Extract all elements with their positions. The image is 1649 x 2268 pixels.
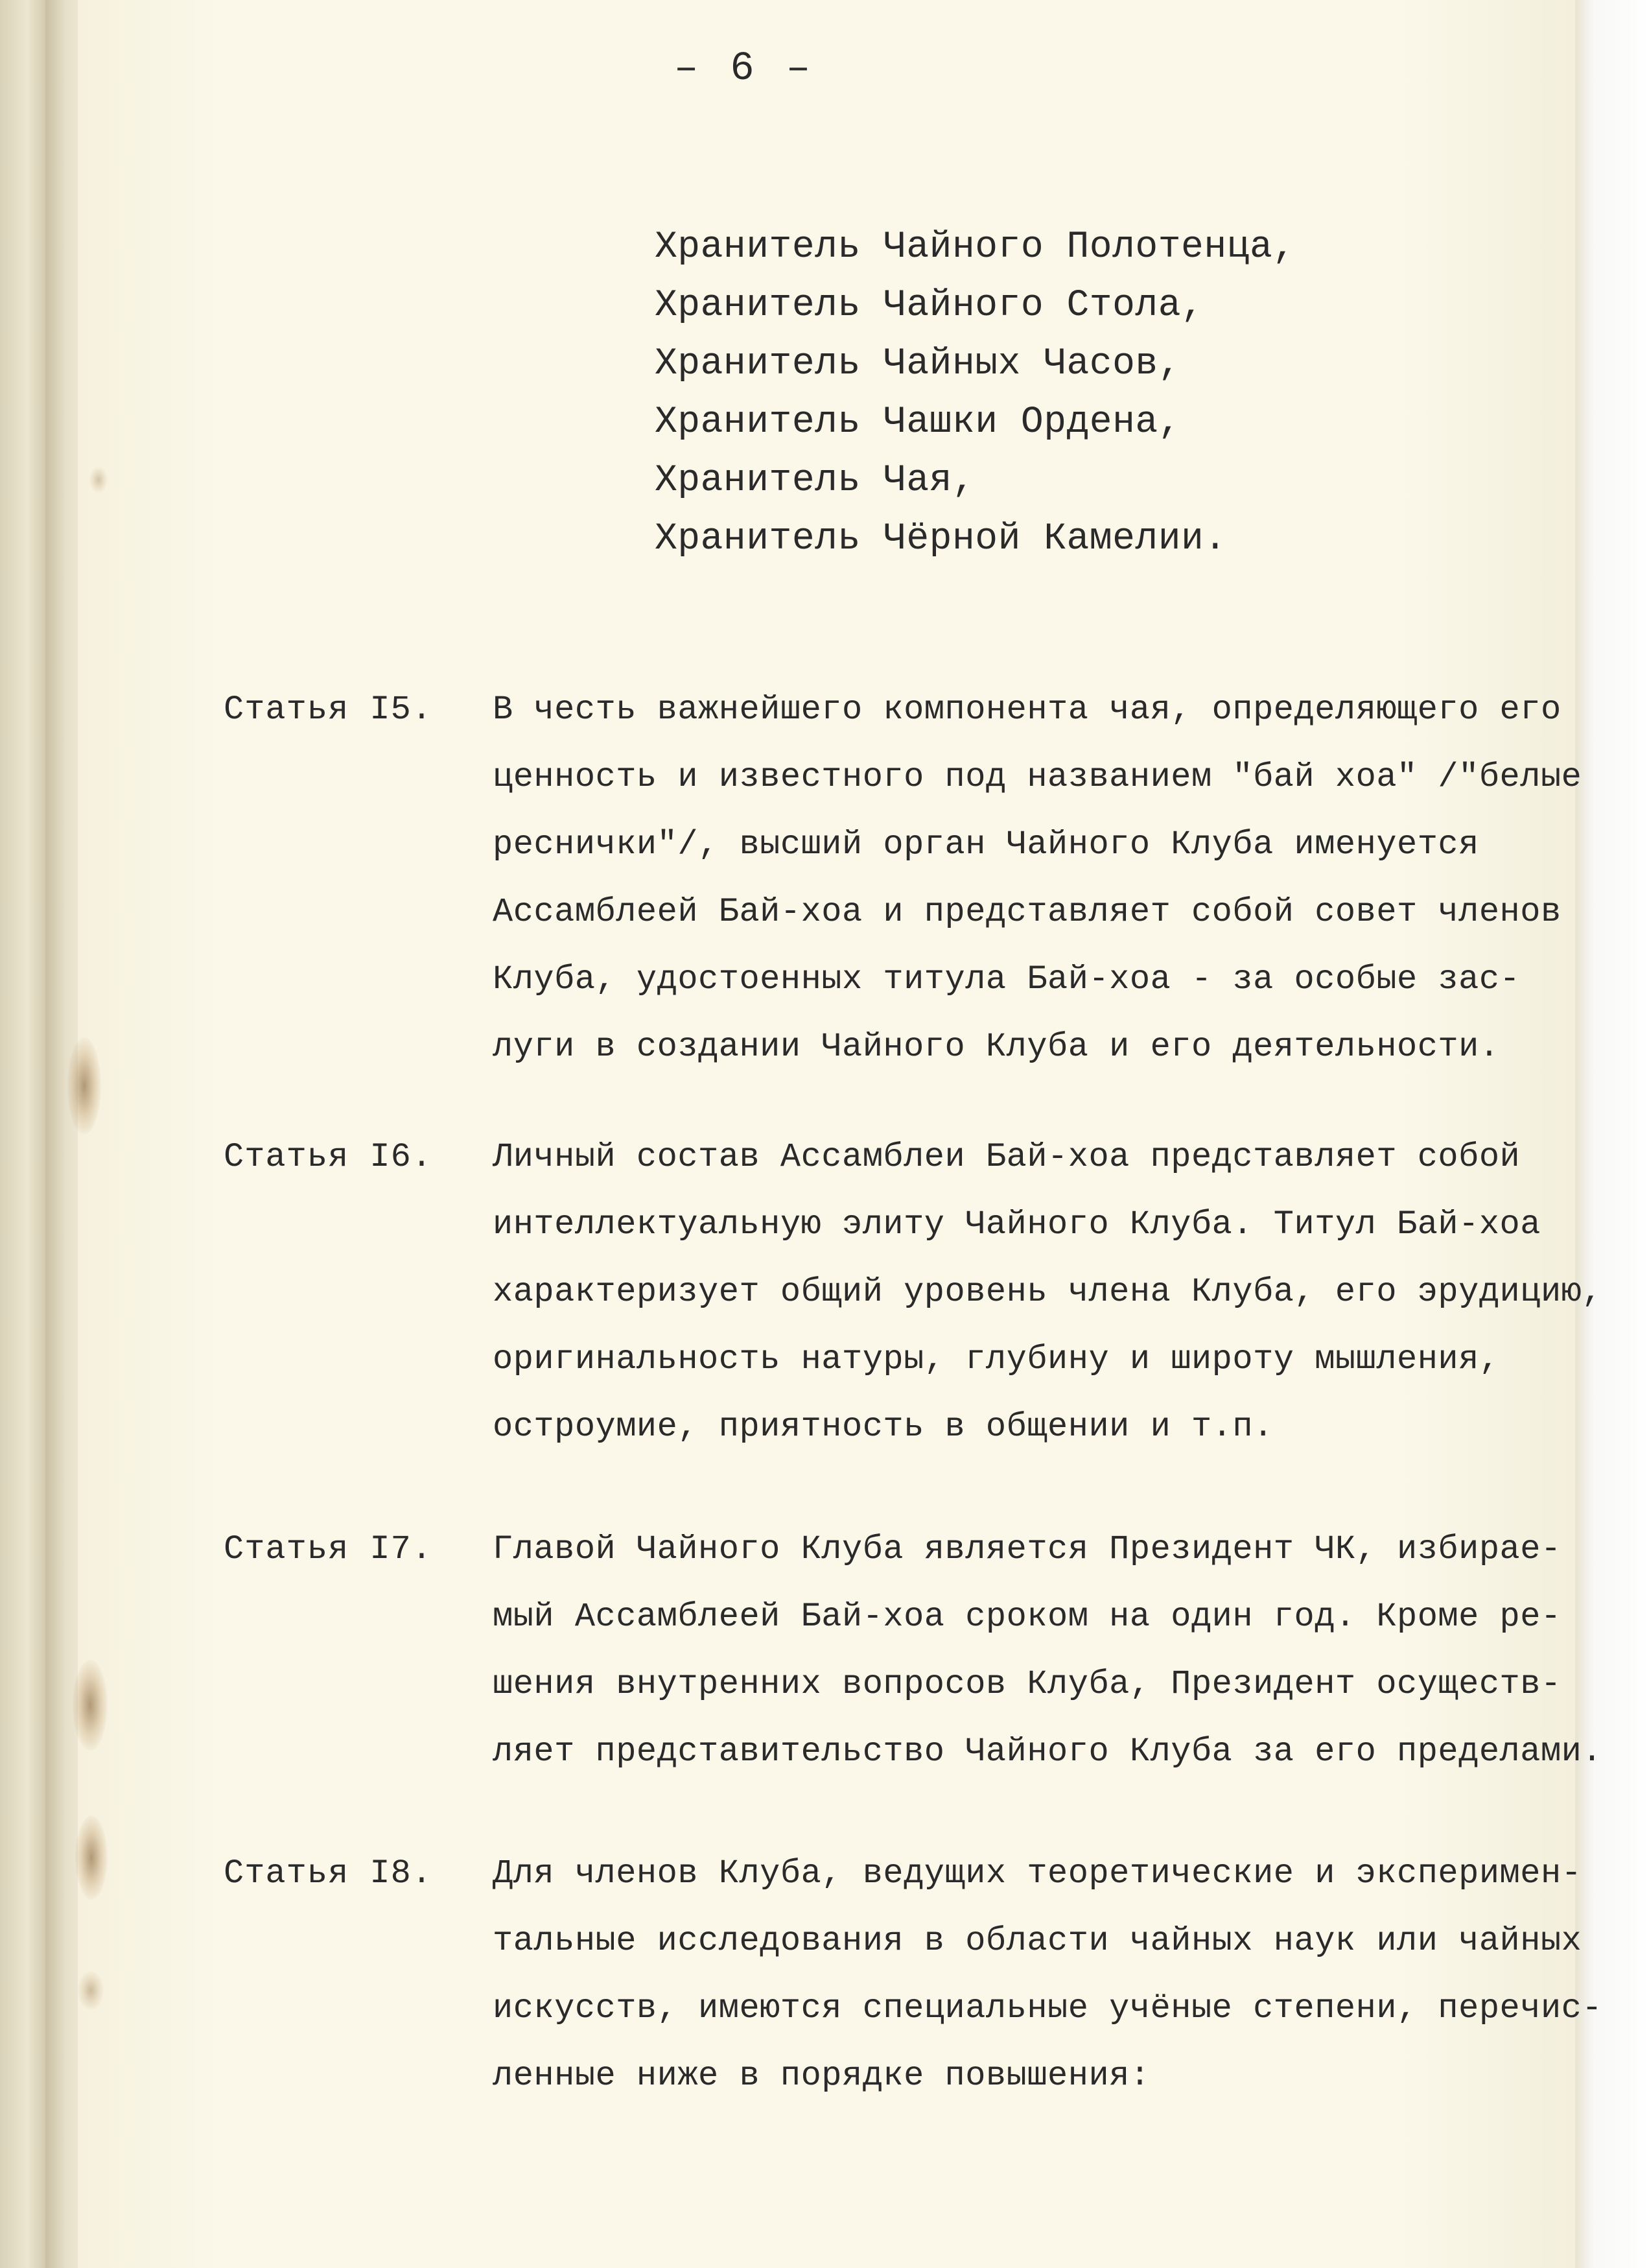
article-text <box>493 1138 1602 1475</box>
article-line: интеллектуальную элиту Чайного Клуба. Титул Бай-хоа <box>493 1205 1541 1244</box>
previous-page-edge <box>0 0 45 2268</box>
stain-mark <box>78 1971 104 2010</box>
article-line: остроумие, приятность в общении и т.п. <box>493 1408 1274 1446</box>
article-line: оригинальность натуры, глубину и широту мышления, <box>493 1340 1500 1378</box>
keeper-item: Хранитель Чёрной Камелии. <box>655 518 1227 560</box>
article-label: Статья I6. <box>224 1138 433 1176</box>
article-line: В честь важнейшего компонента чая, определяющего его <box>493 691 1561 729</box>
stain-mark <box>75 1815 108 1900</box>
keeper-item: Хранитель Чайных Часов, <box>655 343 1182 385</box>
article-line: Личный состав Ассамблеи Бай-хоа представляет собой <box>493 1138 1521 1176</box>
page-number: – 6 – <box>674 45 815 91</box>
article-line: ленные ниже в порядке повышения: <box>493 2057 1151 2095</box>
stain-mark <box>73 1660 108 1751</box>
article-line: тальные исследования в области чайных наук или чайных <box>493 1922 1582 1960</box>
article-text <box>493 1854 1602 2124</box>
stain-mark <box>67 1037 101 1135</box>
article-label: Статья I7. <box>224 1530 433 1568</box>
article-label: Статья I8. <box>224 1854 433 1893</box>
article-line: Для членов Клуба, ведущих теоретические и эксперимен- <box>493 1854 1582 1893</box>
keeper-item: Хранитель Чайного Стола, <box>655 285 1204 327</box>
article-line: Ассамблеей Бай-хоа и представляет собой совет членов <box>493 893 1561 931</box>
keeper-item: Хранитель Чашки Ордена, <box>655 401 1182 443</box>
article-line: Главой Чайного Клуба является Президент ЧК, избирае- <box>493 1530 1561 1568</box>
article-text <box>493 1530 1602 1800</box>
stain-mark <box>89 467 108 493</box>
article-line: шения внутренних вопросов Клуба, Президент осуществ- <box>493 1665 1561 1703</box>
keeper-item: Хранитель Чая, <box>655 460 976 502</box>
article-line: Клуба, удостоенных титула Бай-хоа - за особые зас- <box>493 960 1521 998</box>
article-line: луги в создании Чайного Клуба и его деятельности. <box>493 1028 1500 1066</box>
article-line: ценность и известного под названием "бай хоа" /"белые <box>493 758 1582 796</box>
article-label: Статья I5. <box>224 691 433 729</box>
article-line: реснички"/, высший орган Чайного Клуба именуется <box>493 825 1479 864</box>
article-line: ляет представительство Чайного Клуба за его пределами. <box>493 1732 1603 1771</box>
article-line: мый Ассамблеей Бай-хоа сроком на один год. Кроме ре- <box>493 1598 1561 1636</box>
keepers-list <box>655 228 1296 578</box>
keeper-item: Хранитель Чайного Полотенца, <box>655 226 1296 268</box>
article-line: искусств, имеются специальные учёные степени, перечис- <box>493 1989 1603 2027</box>
article-line: характеризует общий уровень члена Клуба, его эрудицию, <box>493 1273 1603 1311</box>
article-text <box>493 691 1582 1095</box>
